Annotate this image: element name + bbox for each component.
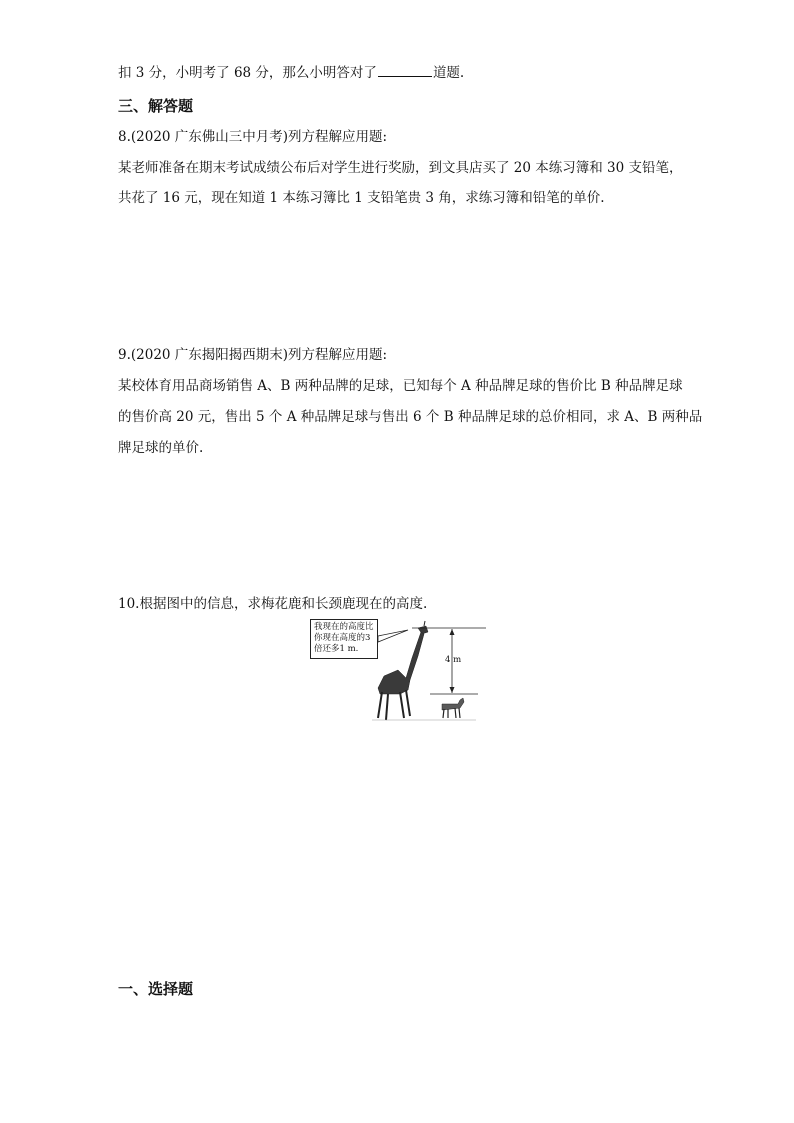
q9-line-2: 的售价高 20 元，售出 5 个 A 种品牌足球与售出 6 个 B 种品牌足球的总价相同，求 A、B 两种品 (118, 409, 703, 425)
q7-tail-text-after: 道题. (432, 65, 465, 81)
answer-blank (378, 62, 432, 77)
section-1-title: 一、选择题 (118, 980, 194, 998)
q7-tail-line (118, 62, 464, 82)
speech-bubble: 我现在的高度比 你现在高度的3 倍还多1 m. (310, 619, 378, 659)
q9-line-1: 某校体育用品商场销售 A、B 两种品牌的足球，已知每个 A 种品牌足球的售价比 B 种品牌足球 (118, 378, 683, 394)
giraffe-deer-figure (300, 618, 500, 724)
q8-header: 8.(2020 广东佛山三中月考)列方程解应用题: (118, 129, 388, 145)
dimension-label: 4 m (445, 655, 462, 665)
q9-line-3: 牌足球的单价. (118, 440, 204, 456)
q8-line-2: 共花了 16 元，现在知道 1 本练习簿比 1 支铅笔贵 3 角，求练习簿和铅笔的单价. (118, 190, 605, 206)
deer-icon (442, 698, 464, 718)
q10-text: 10.根据图中的信息，求梅花鹿和长颈鹿现在的高度. (118, 596, 428, 612)
q9-header: 9.(2020 广东揭阳揭西期末)列方程解应用题: (118, 347, 388, 363)
q7-tail-text-before: 扣 3 分，小明考了 68 分，那么小明答对了 (118, 65, 377, 81)
q8-line-1: 某老师准备在期末考试成绩公布后对学生进行奖励，到文具店买了 20 本练习簿和 30 支铅笔， (118, 160, 683, 176)
bubble-pointer (378, 630, 408, 642)
section-3-title: 三、解答题 (118, 97, 194, 115)
figure-drawing (300, 618, 500, 724)
